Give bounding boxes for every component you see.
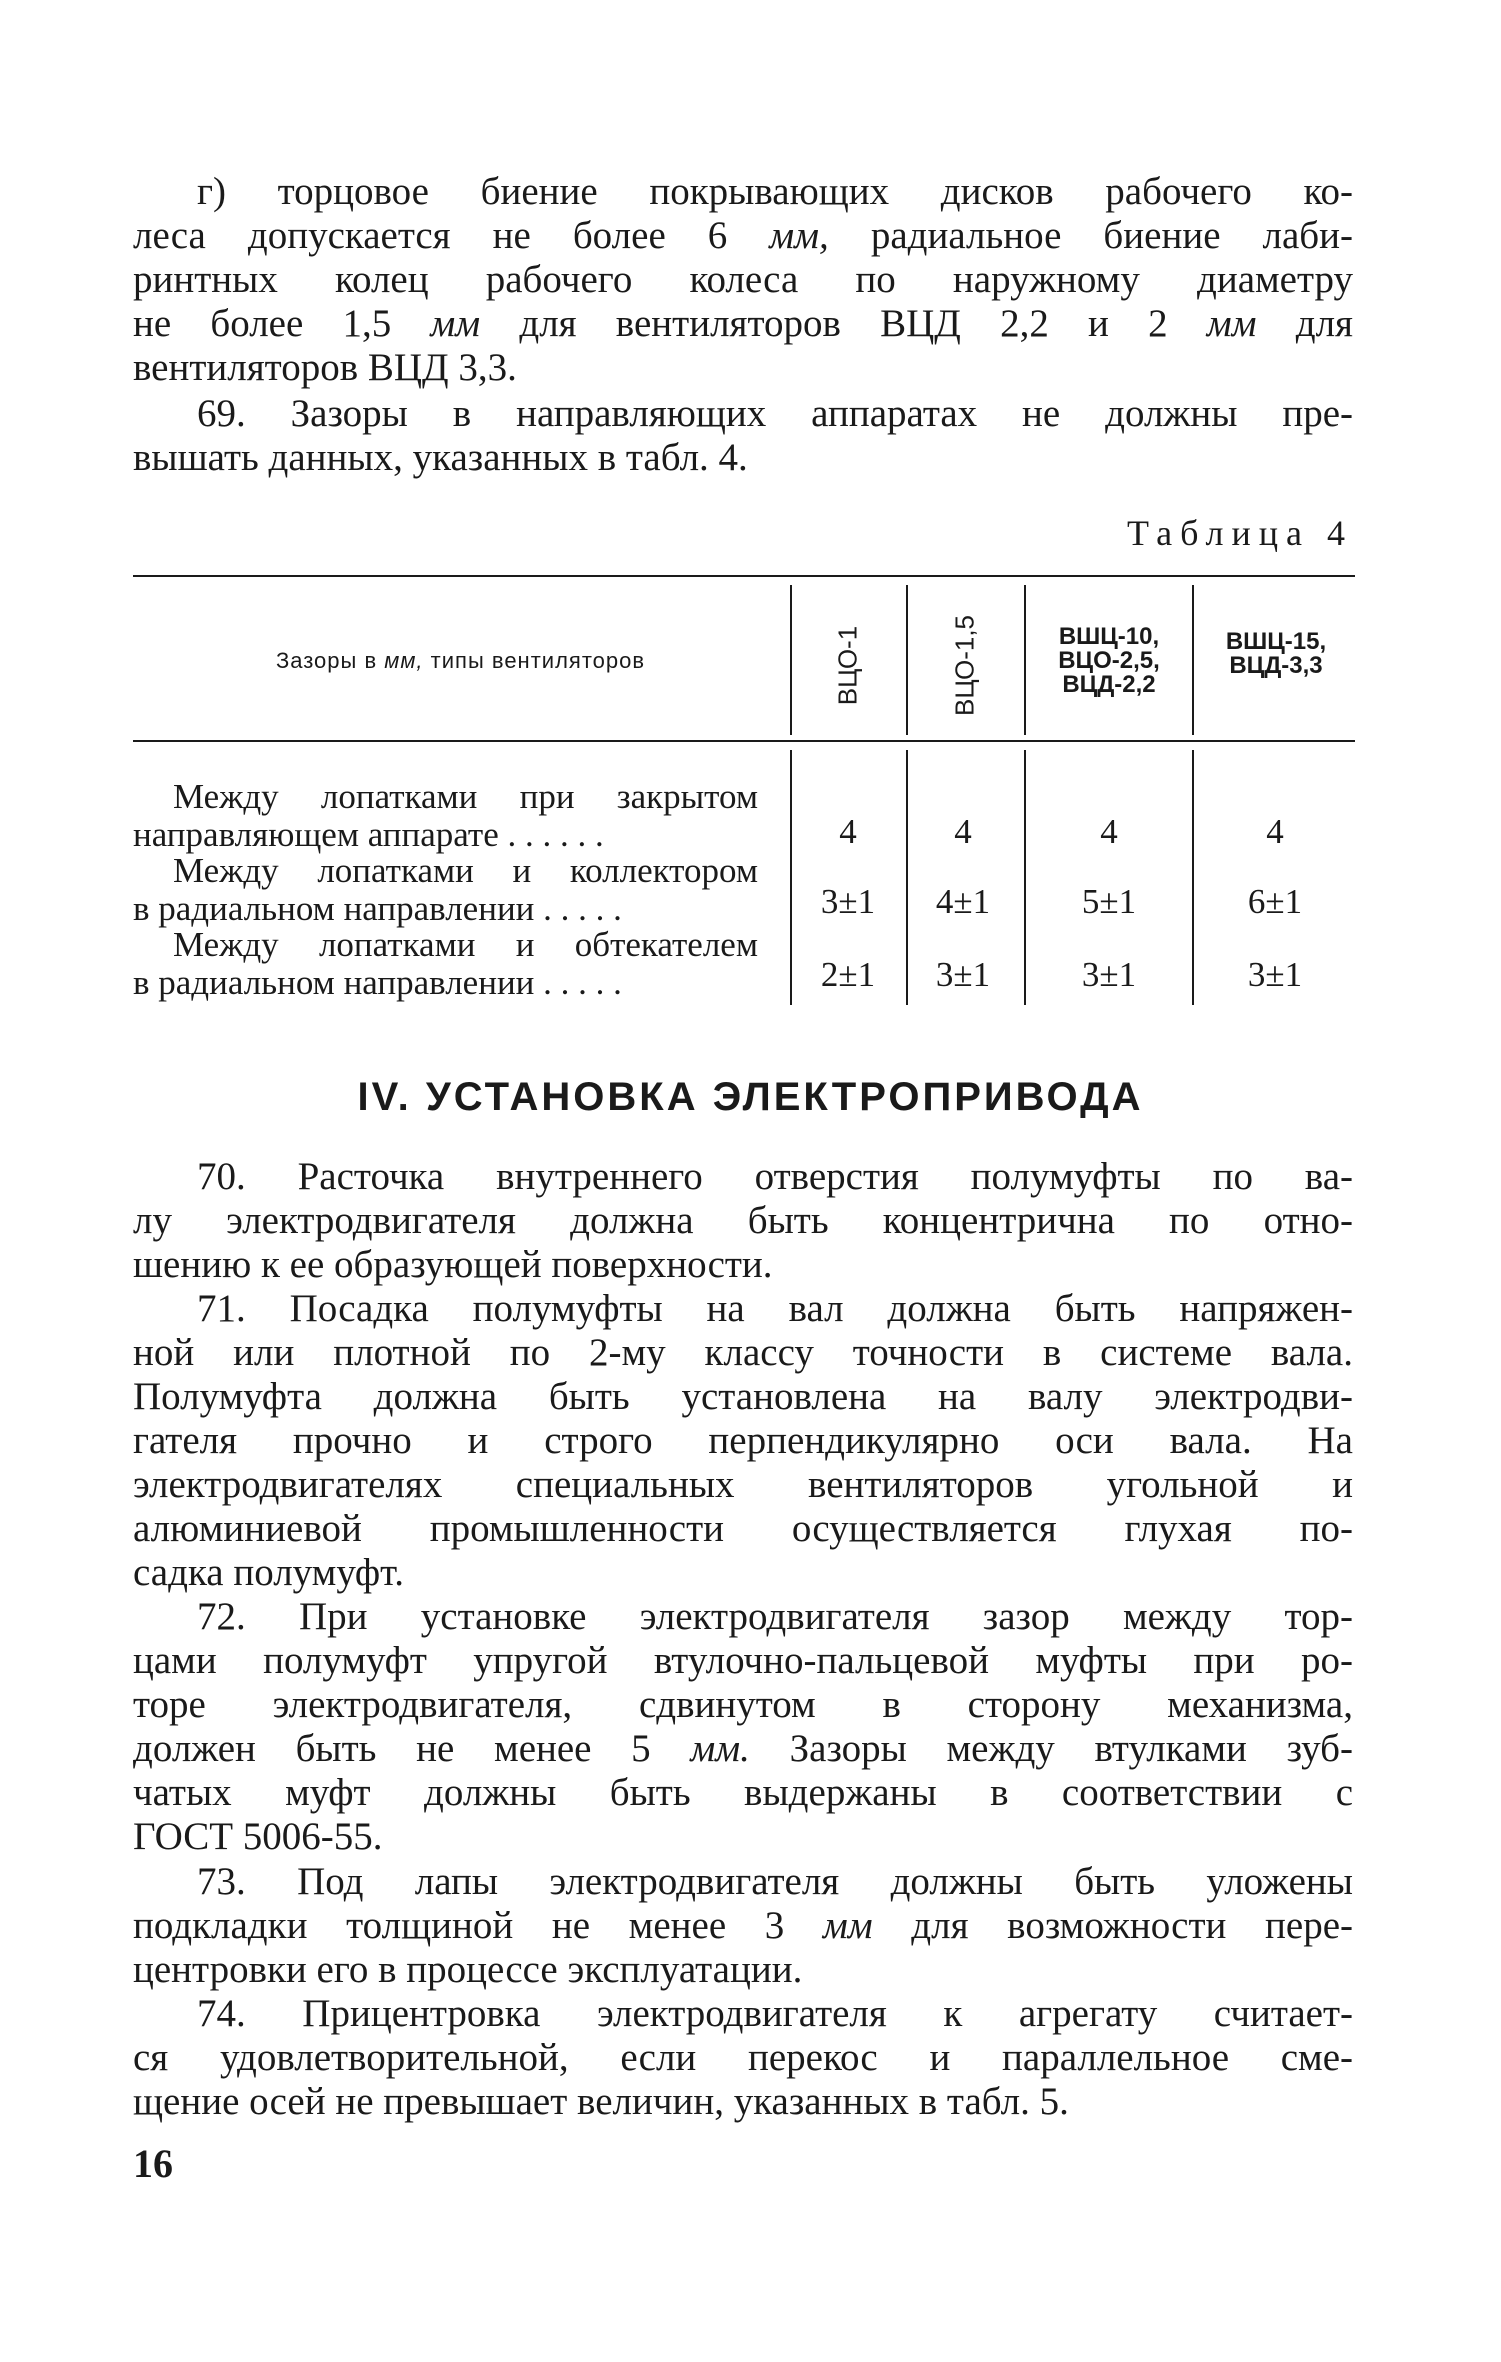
table-row-label: Между лопатками при закрытом направляющем аппарате . . . . . . xyxy=(133,777,758,854)
text-line: лу электродвигателя должна быть концентрична по отно- xyxy=(133,1199,1353,1242)
text-line: леса допускается не более 6 мм, радиальное биение лаби- xyxy=(133,214,1353,257)
table-cell: 3±1 xyxy=(1081,955,1137,994)
table-row-label: Между лопатками и обтекателем в радиальном направлении . . . . . xyxy=(133,925,758,1002)
table-header-col4: ВШЦ-15, ВЦД-3,3 xyxy=(1225,628,1327,679)
table-cell: 4 xyxy=(1266,812,1284,851)
paragraph-70 xyxy=(133,1155,1353,1287)
text-line: подкладки толщиной не менее 3 мм для возможности пере- xyxy=(133,1904,1353,1947)
column-divider xyxy=(1192,750,1194,1005)
text-line: г) торцовое биение покрывающих дисков рабочего ко- xyxy=(197,170,1353,213)
column-divider xyxy=(1192,585,1194,735)
table-caption: Таблица 4 xyxy=(1127,513,1353,553)
column-divider xyxy=(790,750,792,1005)
text-line: 71. Посадка полумуфты на вал должна быть напряжен- xyxy=(197,1287,1353,1330)
text-line: должен быть не менее 5 мм. Зазоры между втулками зуб- xyxy=(133,1727,1353,1770)
text-line: ринтных колец рабочего колеса по наружному диаметру xyxy=(133,258,1353,301)
text-line: 72. При установке электродвигателя зазор между тор- xyxy=(197,1595,1353,1638)
text-line: ГОСТ 5006-55. xyxy=(133,1815,383,1858)
text-line: алюминиевой промышленности осуществляется глухая по- xyxy=(133,1507,1353,1550)
text-line: садка полумуфт. xyxy=(133,1551,405,1594)
text-line: шению к ее образующей поверхности. xyxy=(133,1243,773,1286)
text-line: ной или плотной по 2-му классу точности в системе вала. xyxy=(133,1331,1353,1374)
table-cell: 3±1 xyxy=(1247,955,1303,994)
table-header-col1: ВЦО-1 xyxy=(832,625,863,706)
text-line: 70. Расточка внутреннего отверстия полумуфты по ва- xyxy=(197,1155,1353,1198)
table-header-col2: ВЦО-1,5 xyxy=(949,614,980,717)
table-cell: 5±1 xyxy=(1081,882,1137,921)
table-cell: 3±1 xyxy=(820,882,876,921)
page-number: 16 xyxy=(133,2141,173,2186)
table-header-col3: ВШЦ-10, ВЦО-2,5, ВЦД-2,2 xyxy=(1058,623,1160,698)
table-cell: 4 xyxy=(839,812,857,851)
text-line: вентиляторов ВЦД 3,3. xyxy=(133,346,517,389)
text-line: цами полумуфт упругой втулочно-пальцевой муфты при ро- xyxy=(133,1639,1353,1682)
table-top-rule xyxy=(133,575,1355,577)
text-line: вышать данных, указанных в табл. 4. xyxy=(133,436,748,479)
table-cell: 4 xyxy=(1100,812,1118,851)
paragraph-69 xyxy=(133,392,1353,480)
text-line: электродвигателях специальных вентиляторов угольной и xyxy=(133,1463,1353,1506)
paragraph-73 xyxy=(133,1860,1353,1992)
table-cell: 4 xyxy=(954,812,972,851)
section-heading: IV. УСТАНОВКА ЭЛЕКТРОПРИВОДА xyxy=(357,1075,1144,1119)
table-cell: 2±1 xyxy=(820,955,876,994)
text-line: центровки его в процессе эксплуатации. xyxy=(133,1948,803,1991)
text-line: Полумуфта должна быть установлена на валу электродви- xyxy=(133,1375,1353,1418)
text-line: ся удовлетворительной, если перекос и параллельное сме- xyxy=(133,2036,1353,2079)
text-line: не более 1,5 мм для вентиляторов ВЦД 2,2 и 2 мм для xyxy=(133,302,1353,345)
paragraph-74 xyxy=(133,1992,1353,2124)
text-line: 69. Зазоры в направляющих аппаратах не должны пре- xyxy=(197,392,1353,435)
text-line: торе электродвигателя, сдвинутом в сторону механизма, xyxy=(133,1683,1353,1726)
table-header-main: Зазоры в мм, типы вентиляторов xyxy=(275,648,646,673)
column-divider xyxy=(906,585,908,735)
text-line: 73. Под лапы электродвигателя должны быть уложены xyxy=(197,1860,1353,1903)
table-header-rule xyxy=(133,740,1355,742)
table-cell: 3±1 xyxy=(935,955,991,994)
paragraph-71 xyxy=(133,1287,1353,1595)
column-divider xyxy=(1024,585,1026,735)
paragraph-g xyxy=(133,170,1353,390)
text-line: 74. Прицентровка электродвигателя к агрегату считает- xyxy=(197,1992,1353,2035)
table-row-label: Между лопатками и коллектором в радиальном направлении . . . . . xyxy=(133,851,758,928)
table-cell: 4±1 xyxy=(935,882,991,921)
text-line: чатых муфт должны быть выдержаны в соответствии с xyxy=(133,1771,1353,1814)
text-line: гателя прочно и строго перпендикулярно оси вала. На xyxy=(133,1419,1353,1462)
paragraph-72 xyxy=(133,1595,1353,1859)
text-line: щение осей не превышает величин, указанных в табл. 5. xyxy=(133,2080,1069,2123)
column-divider xyxy=(790,585,792,735)
table-cell: 6±1 xyxy=(1247,882,1303,921)
column-divider xyxy=(1024,750,1026,1005)
